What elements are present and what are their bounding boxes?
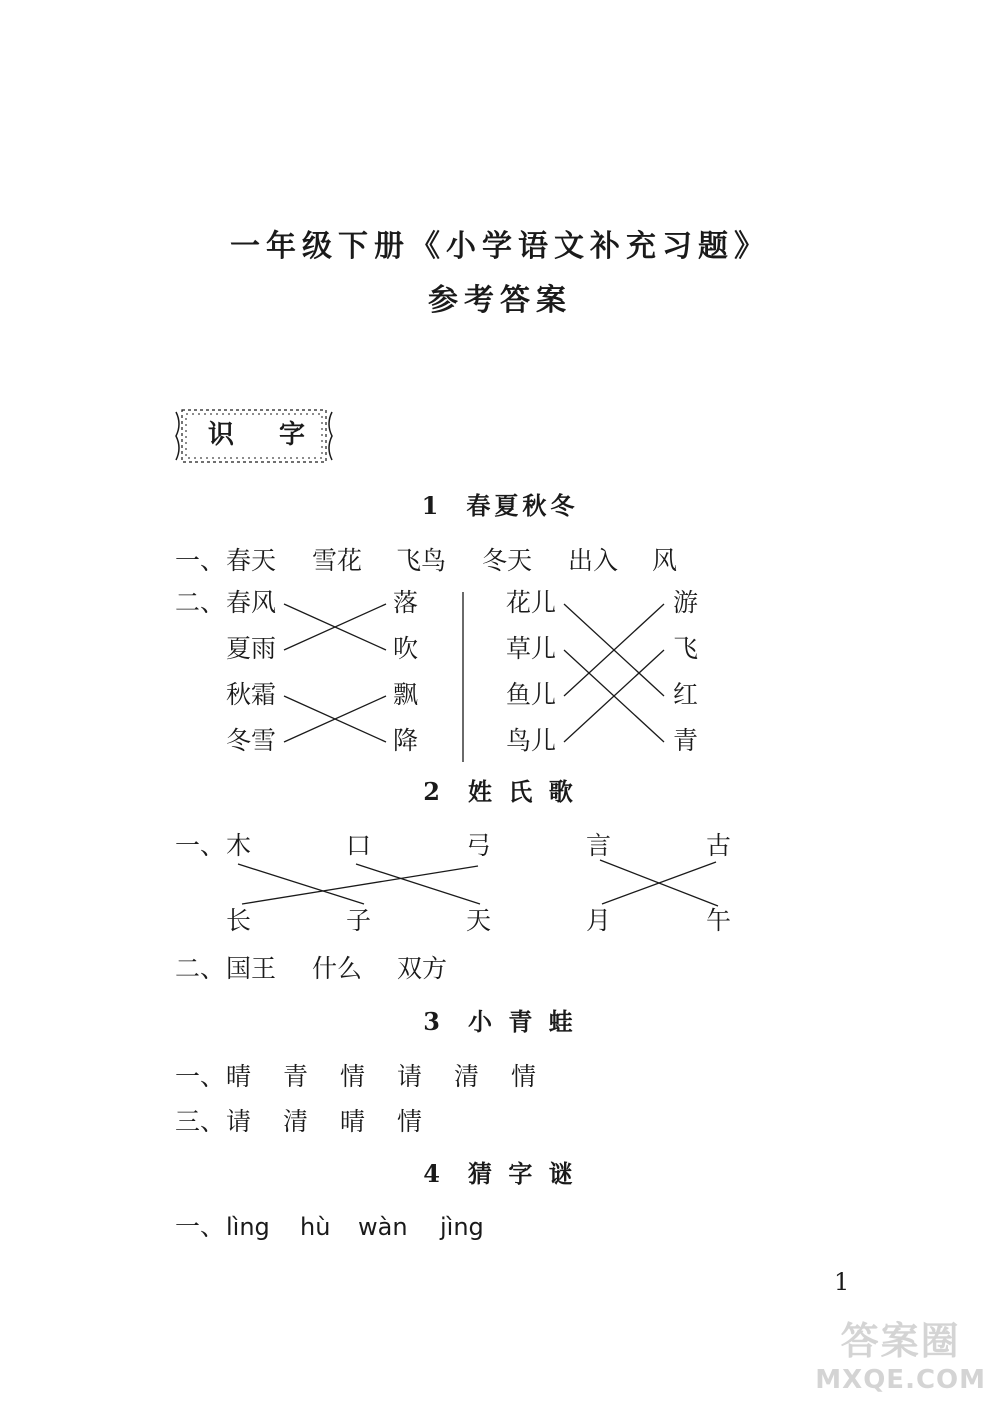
match-left-item: 夏雨 [226, 634, 277, 663]
question-prefix: 二、 [175, 954, 226, 983]
answer-word: 冬天 [482, 546, 533, 575]
match-bottom-char: 天 [466, 906, 492, 935]
lesson-number: 3 [423, 1007, 444, 1036]
answer-char: 青 [283, 1062, 309, 1091]
match-right-item: 落 [393, 588, 419, 617]
question-prefix: 一、 [175, 1212, 226, 1241]
answer-word: 双方 [397, 954, 448, 983]
match-left-item: 冬雪 [226, 726, 277, 755]
answer-char: 清 [454, 1062, 480, 1091]
match-left-item: 春风 [226, 588, 277, 617]
answer-word: 什么 [312, 954, 363, 983]
document-title: 一年级下册《小学语文补充习题》 [230, 229, 770, 264]
lesson-title: 小 青 蛙 [467, 1007, 577, 1036]
answer-word: 风 [652, 546, 678, 575]
answer-char: 请 [226, 1107, 252, 1136]
pinyin-answer: wàn [358, 1213, 408, 1241]
lesson-title: 猜 字 谜 [467, 1159, 577, 1188]
answer-word: 飞鸟 [396, 546, 447, 575]
watermark-line-1: 答案圈 [840, 1319, 961, 1363]
page-number: 1 [834, 1268, 850, 1296]
question-prefix: 三、 [175, 1107, 226, 1136]
match-right-item: 青 [673, 726, 699, 755]
match-right-item: 游 [673, 588, 699, 617]
match-left-item: 鸟儿 [506, 726, 557, 755]
match-right-item: 红 [673, 680, 699, 709]
pinyin-answer: hù [300, 1213, 331, 1241]
match-left-item: 秋霜 [226, 680, 277, 709]
lesson-heading-3 [0, 1007, 1000, 1036]
answer-char: 晴 [340, 1107, 366, 1136]
match-top-char: 木 [226, 831, 252, 860]
answer-char: 情 [397, 1107, 423, 1136]
match-left-item: 草儿 [506, 634, 557, 663]
match-line [602, 862, 716, 904]
lesson-number: 2 [423, 777, 444, 806]
lesson-title: 姓 氏 歌 [467, 777, 577, 806]
answer-char: 晴 [226, 1062, 252, 1091]
answer-word: 国王 [226, 954, 277, 983]
match-right-item: 飘 [393, 680, 419, 709]
answer-word: 雪花 [312, 546, 363, 575]
match-top-char: 口 [346, 831, 372, 860]
answer-char: 情 [511, 1062, 537, 1091]
match-line [238, 864, 364, 904]
lesson-number: 1 [421, 491, 443, 520]
question-prefix: 一、 [175, 546, 226, 575]
question-prefix: 二、 [175, 588, 226, 617]
match-line [356, 864, 480, 904]
match-bottom-char: 月 [586, 906, 612, 935]
match-bottom-char: 午 [706, 906, 732, 935]
answer-word: 出入 [568, 546, 619, 575]
watermark-line-2: MXQE.COM [815, 1365, 986, 1395]
pinyin-answer: jìng [440, 1213, 484, 1241]
answer-char: 请 [397, 1062, 423, 1091]
lesson-title: 春夏秋冬 [466, 491, 579, 520]
answer-char: 情 [340, 1062, 366, 1091]
lesson-number: 4 [423, 1159, 444, 1188]
match-top-char: 古 [706, 831, 732, 860]
match-right-item: 吹 [393, 634, 419, 663]
answer-word: 春天 [226, 546, 277, 575]
watermark [815, 1310, 986, 1395]
match-left-item: 花儿 [506, 588, 557, 617]
question-prefix: 一、 [175, 831, 226, 860]
question-prefix: 一、 [175, 1062, 226, 1091]
match-top-char: 言 [586, 831, 612, 860]
section-label: 识 字 [208, 420, 324, 450]
answer-char: 清 [283, 1107, 309, 1136]
match-bottom-char: 子 [346, 906, 372, 935]
match-right-item: 降 [393, 726, 419, 755]
lesson-heading-4 [0, 1159, 1000, 1188]
document-subtitle: 参考答案 [428, 283, 572, 318]
match-left-item: 鱼儿 [506, 680, 557, 709]
match-line [242, 866, 478, 904]
pinyin-answer: lìng [226, 1213, 270, 1241]
match-right-item: 飞 [673, 634, 699, 663]
match-bottom-char: 长 [226, 906, 252, 935]
match-top-char: 弓 [466, 831, 492, 860]
